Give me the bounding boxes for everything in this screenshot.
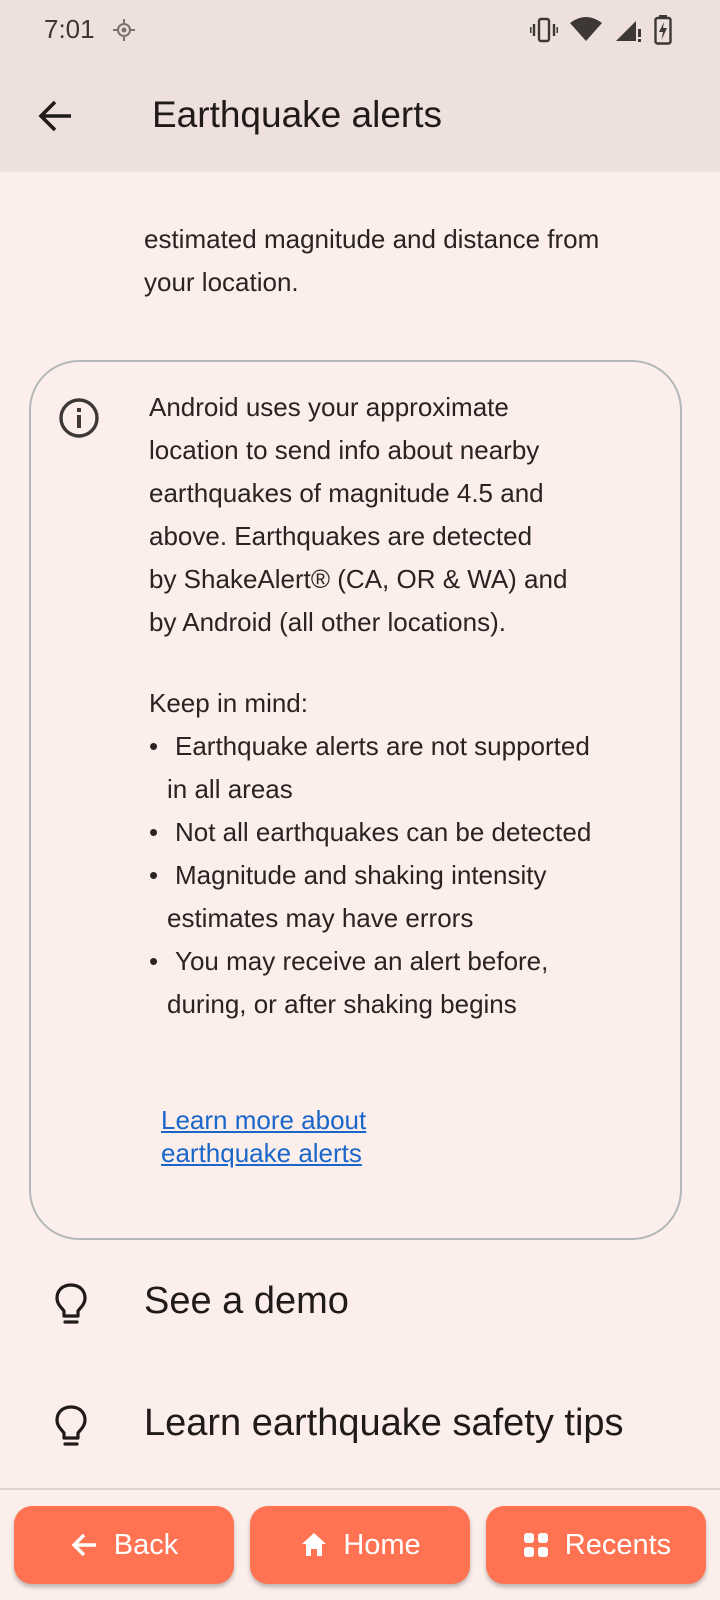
status-icons xyxy=(530,14,672,46)
bullet-list xyxy=(149,725,669,1026)
info-card xyxy=(29,360,682,1240)
bullet-line: You may receive an alert before, xyxy=(175,946,549,976)
home-button[interactable] xyxy=(250,1506,470,1584)
paragraph-line: Android uses your approximate xyxy=(149,392,509,422)
link-line: earthquake alerts xyxy=(161,1138,362,1168)
paragraph-line: above. Earthquakes are detected xyxy=(149,521,533,551)
list-item-label: Learn earthquake safety tips xyxy=(144,1402,624,1444)
home-button-label: Home xyxy=(343,1528,421,1561)
bullet-line: Not all earthquakes can be detected xyxy=(175,817,592,847)
learn-more-link[interactable] xyxy=(161,1104,421,1170)
list-item xyxy=(149,725,669,811)
home-icon xyxy=(299,1530,329,1560)
intro-description xyxy=(144,218,684,304)
list-item xyxy=(149,811,669,854)
bullet-line: Magnitude and shaking intensity xyxy=(175,860,547,890)
arrow-back-icon xyxy=(70,1530,100,1560)
bullet-dot: • xyxy=(149,946,159,976)
bullet-line: estimates may have errors xyxy=(167,903,474,933)
info-paragraph xyxy=(149,386,669,644)
bullet-line: in all areas xyxy=(167,774,293,804)
app-bar xyxy=(0,60,720,172)
recents-button[interactable] xyxy=(486,1506,706,1584)
paragraph-line: location to send info about nearby xyxy=(149,435,540,465)
navigation-bar xyxy=(0,1490,720,1600)
bullet-dot: • xyxy=(149,731,159,761)
recents-icon xyxy=(521,1530,551,1560)
card-body xyxy=(149,386,669,1026)
info-icon xyxy=(57,396,101,440)
bullet-line: during, or after shaking begins xyxy=(167,989,517,1019)
battery-charging-icon xyxy=(654,15,672,45)
list-item-see-demo[interactable] xyxy=(0,1250,720,1360)
list-item-label: See a demo xyxy=(144,1280,349,1322)
intro-line: your location. xyxy=(144,267,299,297)
list-item xyxy=(149,940,669,1026)
list-item-safety-tips[interactable] xyxy=(0,1372,720,1482)
bullet-dot: • xyxy=(149,817,159,847)
status-bar xyxy=(0,0,720,60)
paragraph-line: earthquakes of magnitude 4.5 and xyxy=(149,478,544,508)
paragraph-line: by ShakeAlert® (CA, OR & WA) and xyxy=(149,564,568,594)
wifi-icon xyxy=(570,17,602,43)
status-time: 7:01 xyxy=(44,14,95,44)
lightbulb-icon xyxy=(54,1282,88,1328)
link-line: Learn more about xyxy=(161,1105,367,1135)
vibrate-icon xyxy=(530,17,558,43)
recents-button-label: Recents xyxy=(564,1528,672,1561)
location-icon xyxy=(112,18,136,42)
lightbulb-icon xyxy=(54,1404,88,1450)
bullet-line: Earthquake alerts are not supported xyxy=(175,731,590,761)
paragraph-line: by Android (all other locations). xyxy=(149,607,506,637)
back-button[interactable] xyxy=(14,1506,234,1584)
signal-icon xyxy=(614,17,642,43)
page-title: Earthquake alerts xyxy=(152,94,443,135)
bullet-dot: • xyxy=(149,860,159,890)
arrow-back-icon[interactable] xyxy=(36,96,76,136)
list-item xyxy=(149,854,669,940)
back-button-label: Back xyxy=(113,1528,179,1561)
keep-in-mind-heading: Keep in mind: xyxy=(149,688,308,718)
intro-line: estimated magnitude and distance from xyxy=(144,224,600,254)
